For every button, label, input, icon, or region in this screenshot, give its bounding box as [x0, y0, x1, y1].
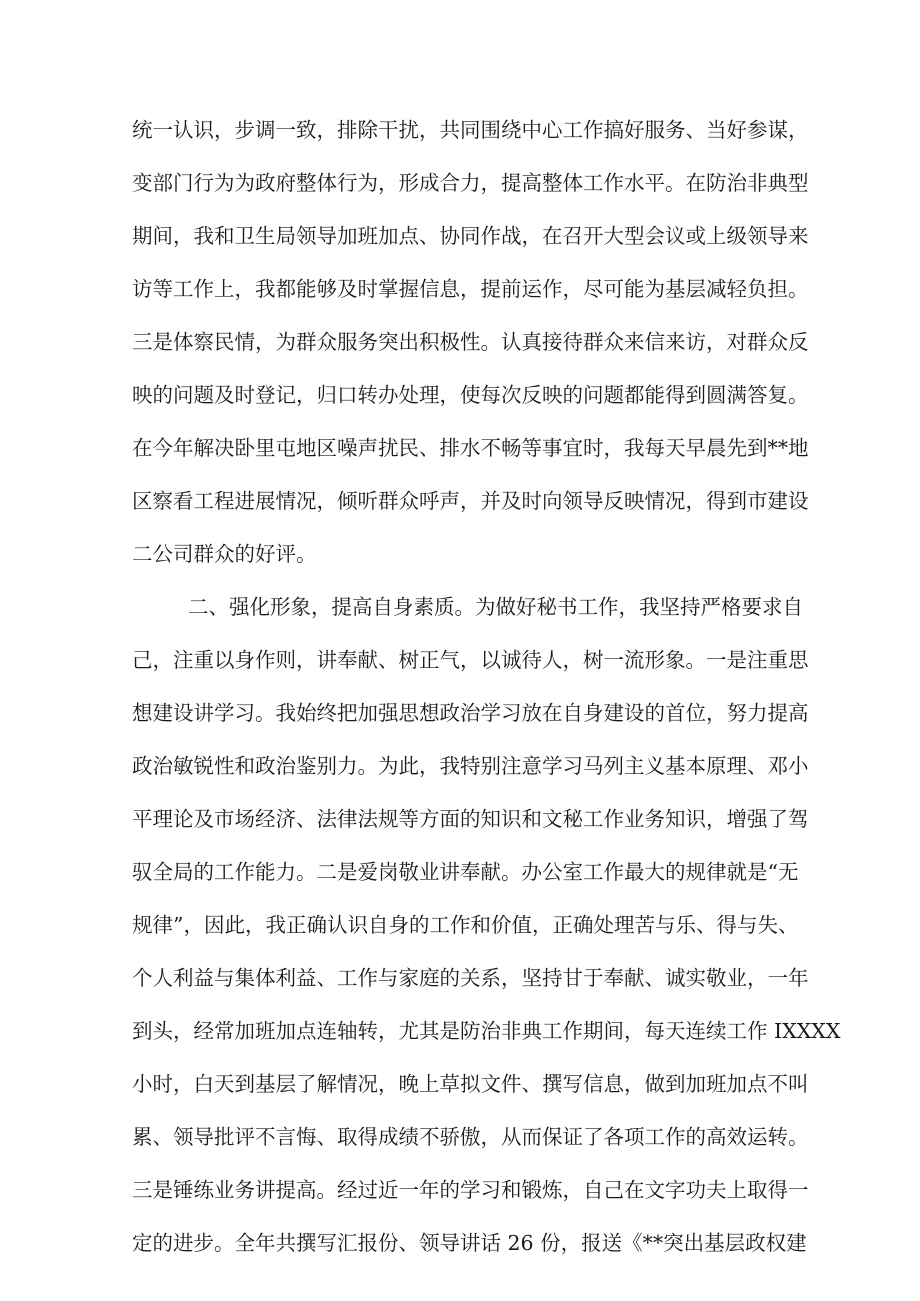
- text-line: 平理论及市场经济、法律法规等方面的知识和文秘工作业务知识，增强了驾: [132, 807, 809, 831]
- text-line: 映的问题及时登记，归口转办处理，使每次反映的问题都能得到圆满答复。: [132, 383, 809, 407]
- text-line: 访等工作上，我都能够及时掌握信息，提前运作，尽可能为基层减轻负担。: [132, 277, 809, 301]
- text-line: 规律”，因此，我正确认识自身的工作和价值，正确处理苦与乐、得与失、: [132, 913, 799, 937]
- text-line: 到头，经常加班加点连轴转，尤其是防治非典工作期间，每天连续工作 IXXXX: [132, 1019, 841, 1043]
- text-line: 在今年解决卧里屯地区噪声扰民、排水不畅等事宜时，我每天早晨先到**地: [132, 436, 809, 460]
- text-line: 区察看工程进展情况，倾听群众呼声，并及时向领导反映情况，得到市建设: [132, 489, 809, 513]
- text-line: 变部门行为为政府整体行为，形成合力，提高整体工作水平。在防治非典型: [132, 171, 809, 195]
- text-line: 累、领导批评不言悔、取得成绩不骄傲，从而保证了各项工作的高效运转。: [132, 1125, 809, 1149]
- text-line: 三是锤练业务讲提高。经过近一年的学习和锻炼，自己在文字功夫上取得一: [132, 1178, 809, 1202]
- text-line: 统一认识，步调一致，排除干扰，共同围绕中心工作搞好服务、当好参谋，: [132, 118, 809, 142]
- text-line: 小时，白天到基层了解情况，晚上草拟文件、撰写信息，做到加班加点不叫: [132, 1072, 809, 1096]
- text-line: 驭全局的工作能力。二是爱岗敬业讲奉献。办公室工作最大的规律就是“无: [132, 860, 799, 884]
- text-line: 想建设讲学习。我始终把加强思想政治学习放在自身建设的首位，努力提高: [132, 701, 809, 725]
- text-line: 定的进步。全年共撰写汇报份、领导讲话 26 份，报送《**突出基层政权建: [132, 1231, 807, 1255]
- text-line: 政治敏锐性和政治鉴别力。为此，我特别注意学习马列主义基本原理、邓小: [132, 754, 809, 778]
- text-line: 己，注重以身作则，讲奉献、树正气，以诚待人，树一流形象。一是注重思: [132, 648, 809, 672]
- text-line: 三是体察民情，为群众服务突出积极性。认真接待群众来信来访，对群众反: [132, 330, 809, 354]
- paragraph-heading-line: 二、强化形象，提高自身素质。为做好秘书工作，我坚持严格要求自: [188, 595, 803, 619]
- text-line: 二公司群众的好评。: [132, 542, 317, 566]
- text-line: 个人利益与集体利益、工作与家庭的关系，坚持甘于奉献、诚实敬业，一年: [132, 966, 809, 990]
- text-line: 期间，我和卫生局领导加班加点、协同作战，在召开大型会议或上级领导来: [132, 224, 809, 248]
